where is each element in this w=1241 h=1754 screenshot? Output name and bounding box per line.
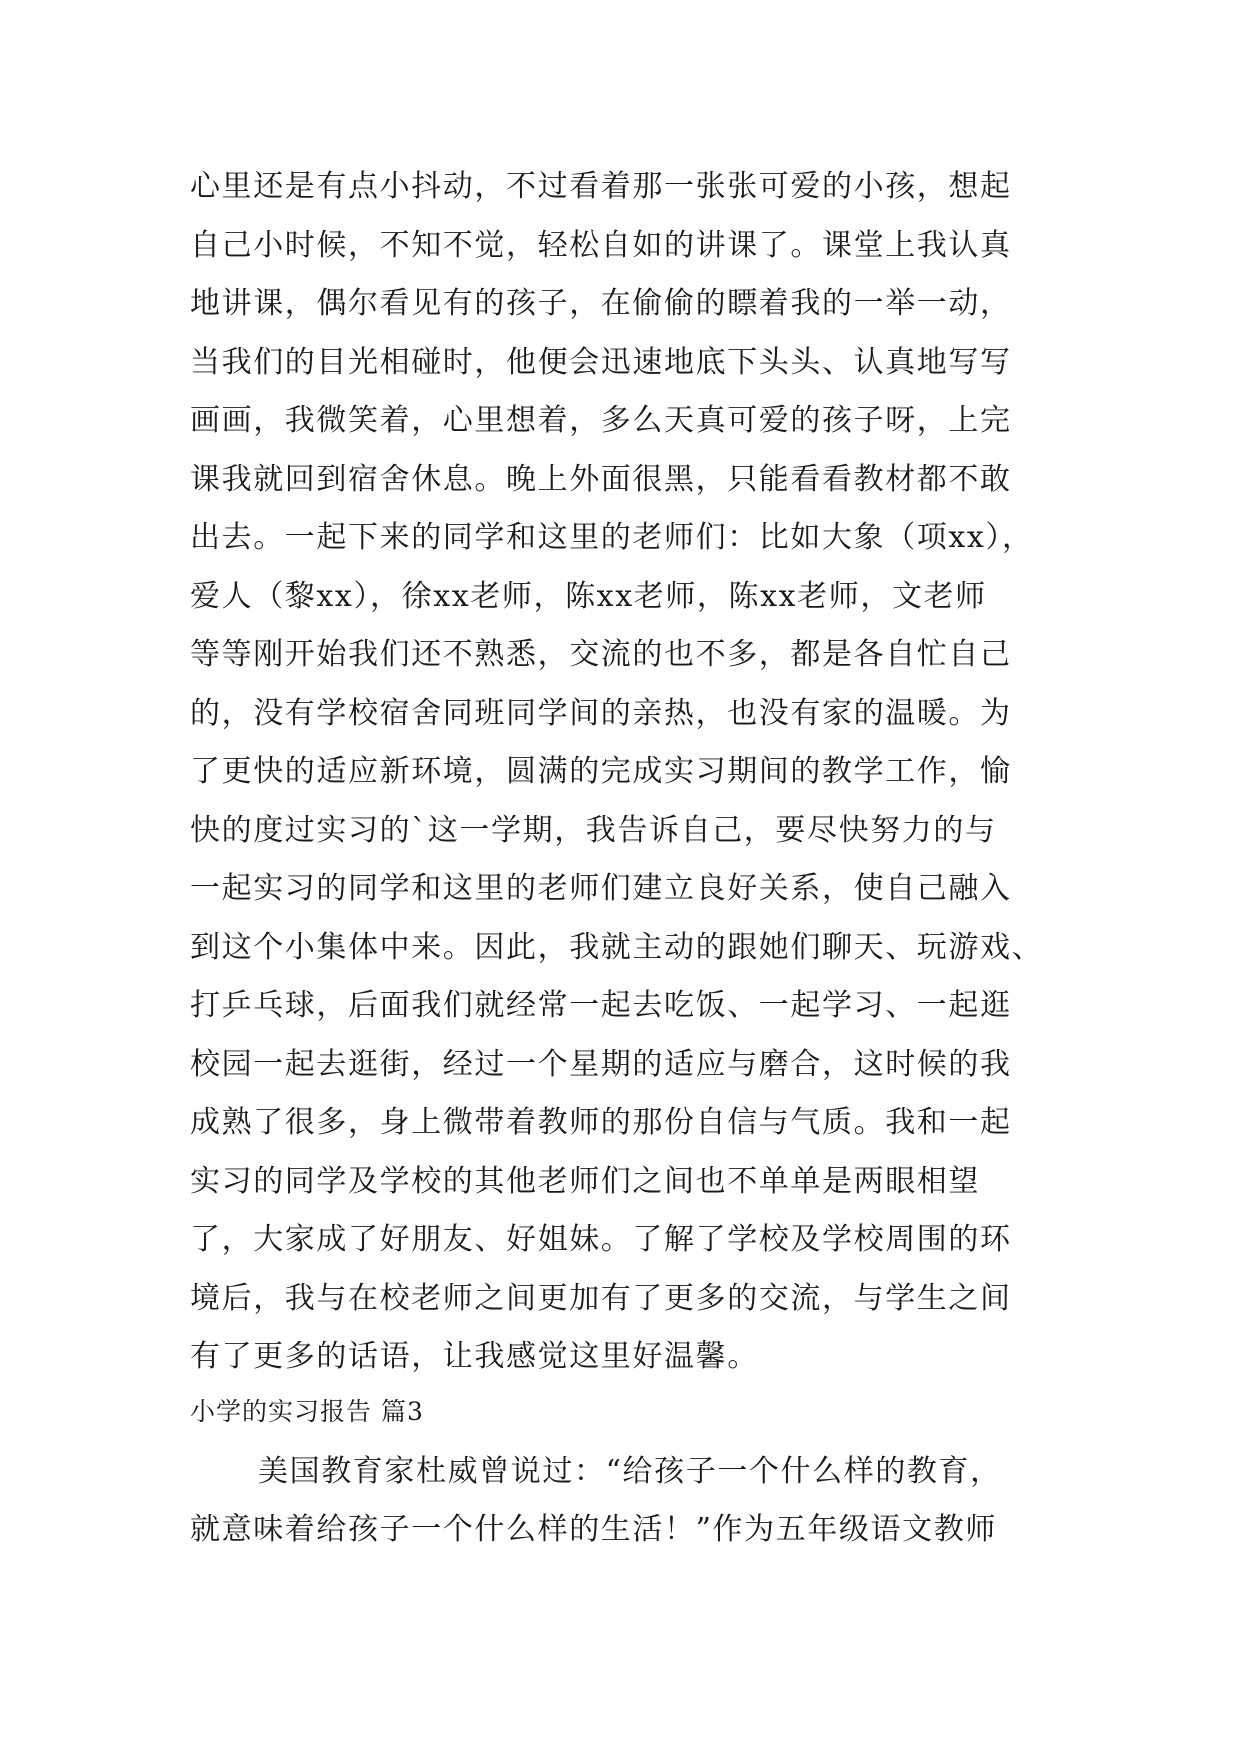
text-line: 境后，我与在校老师之间更加有了更多的交流，与学生之间: [190, 1280, 1012, 1316]
section-heading: 小学的实习报告 篇3: [190, 1396, 424, 1426]
text-line: 等等刚开始我们还不熟悉，交流的也不多，都是各自忙自己: [190, 637, 1012, 672]
text-line: 美国教育家杜威曾说过：“给孩子一个什么样的教育，: [258, 1453, 1002, 1489]
text-line: 到这个小集体中来。因此，我就主动的跟她们聊天、玩游戏、: [190, 929, 1044, 965]
paragraph-2: [190, 1443, 1070, 1560]
text-line: 了更快的适应新环境，圆满的完成实习期间的教学工作，愉: [190, 754, 1012, 789]
text-line: 有了更多的话语，让我感觉这里好温馨。: [190, 1339, 759, 1374]
spacer: [190, 1435, 1070, 1443]
text-line: 就意味着给孩子一个什么样的生活！”作为五年级语文教师: [190, 1512, 997, 1547]
text-line: 课我就回到宿舍休息。晚上外面很黑，只能看看教材都不敢: [190, 461, 1012, 497]
text-line: 成熟了很多，身上微带着教师的那份自信与气质。我和一起: [190, 1105, 1012, 1140]
text-line: 了，大家成了好朋友、好姐妹。了解了学校及学校周围的环: [190, 1222, 1012, 1257]
text-line: 画画，我微笑着，心里想着，多么天真可爱的孩子呀，上完: [190, 403, 1012, 438]
text-line: 当我们的目光相碰时，他便会迅速地底下头头、认真地写写: [190, 344, 1012, 380]
text-line: 校园一起去逛街，经过一个星期的适应与磨合，这时候的我: [190, 1046, 1012, 1082]
paragraph-1: [190, 158, 1070, 1387]
text-line: 的，没有学校宿舍同班同学间的亲热，也没有家的温暖。为: [190, 695, 1012, 731]
document-body: [190, 158, 1070, 1560]
text-line: 地讲课，偶尔看见有的孩子，在偷偷的瞟着我的一举一动，: [190, 286, 1012, 321]
text-line: 出去。一起下来的同学和这里的老师们：比如大象（项xx），: [190, 520, 1034, 555]
text-line: 自己小时候，不知不觉，轻松自如的讲课了。课堂上我认真: [190, 227, 1012, 263]
text-line: 打乒乓球，后面我们就经常一起去吃饭、一起学习、一起逛: [190, 988, 1012, 1023]
text-line: 爱人（黎xx），徐xx老师，陈xx老师，陈xx老师，文老师: [190, 578, 987, 614]
text-line: 一起实习的同学和这里的老师们建立良好关系，使自己融入: [190, 871, 1012, 906]
text-line: 快的度过实习的`这一学期，我告诉自己，要尽快努力的与: [190, 812, 997, 848]
text-line: 实习的同学及学校的其他老师们之间也不单单是两眼相望: [190, 1163, 980, 1199]
text-line: 心里还是有点小抖动，不过看着那一张张可爱的小孩，想起: [190, 169, 1012, 204]
